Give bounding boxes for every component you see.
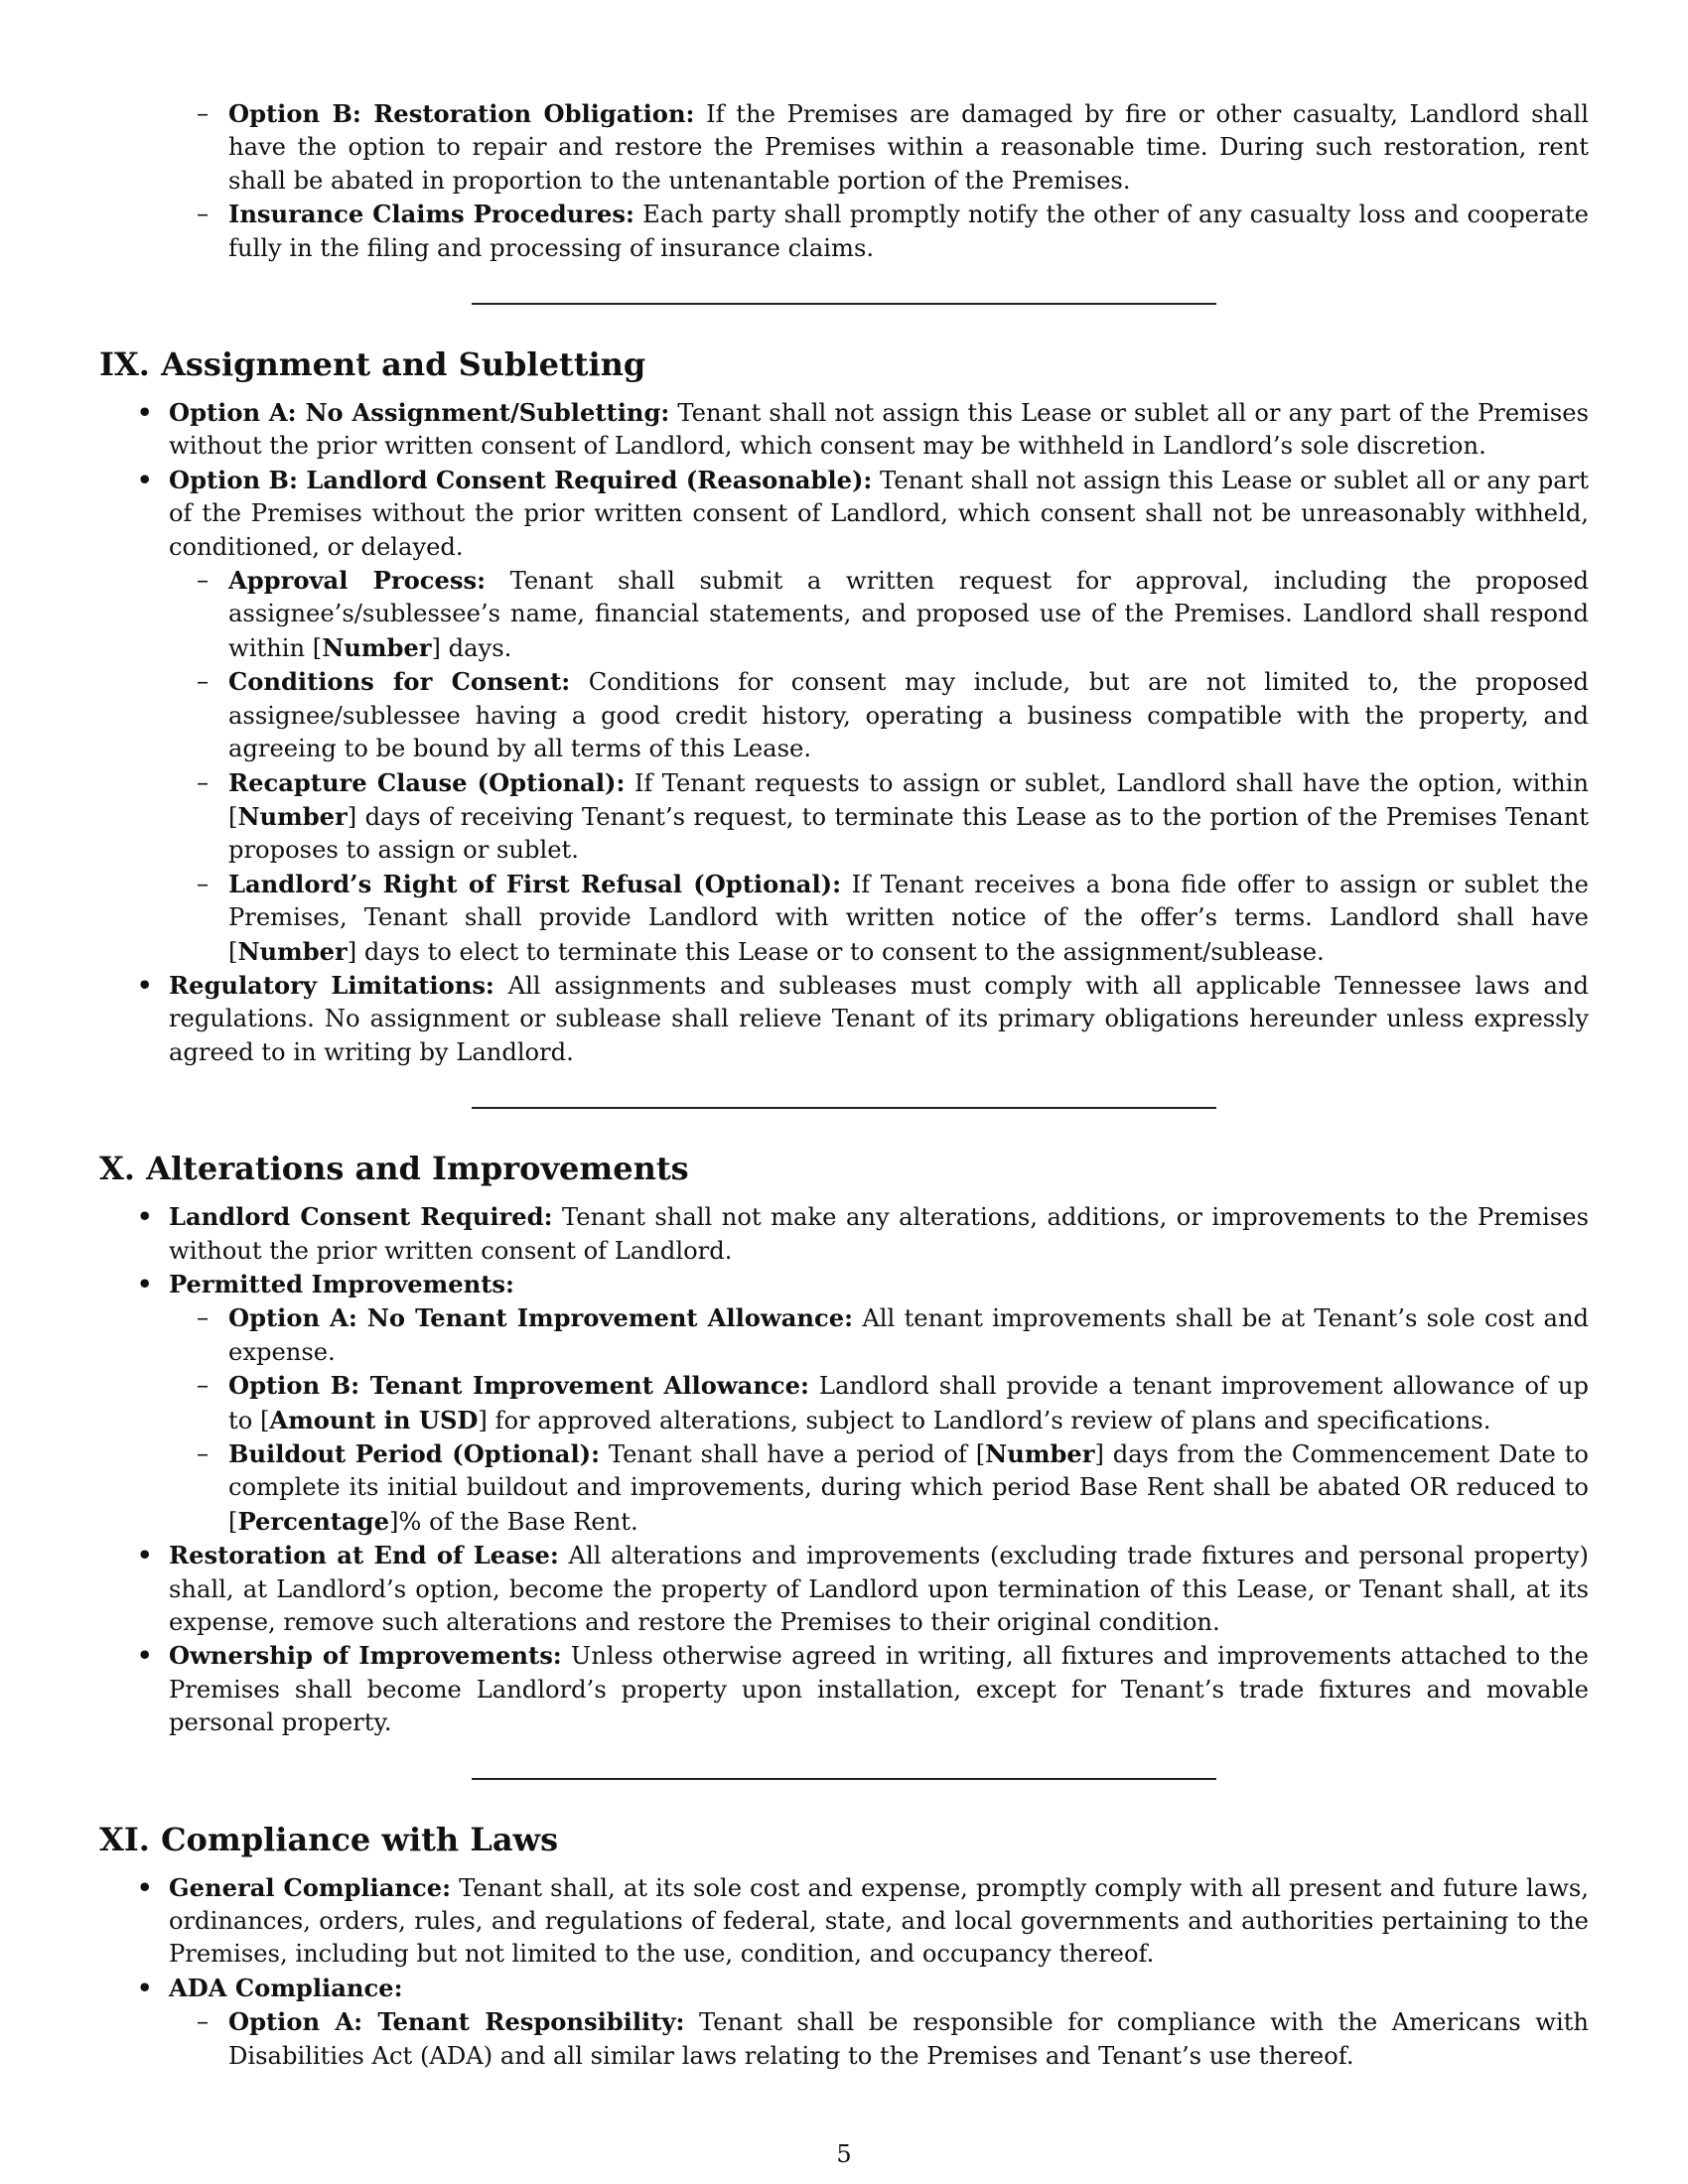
item-label: Permitted Improvements: (169, 1269, 514, 1298)
item-label: Restoration at End of Lease: (169, 1541, 559, 1570)
bullet-marker: • (137, 1269, 153, 1298)
item-text: Tenant shall not assign this Lease or sublet all or any part of the Premises without the prior written consent of Landlord, which consent may be withheld in Landlord’s sole discretion. (169, 399, 1589, 461)
dash-marker: – (197, 767, 210, 796)
dash-marker: – (197, 566, 210, 595)
list-item (99, 665, 1589, 765)
list-item (99, 396, 1589, 464)
item-label: Option B: Tenant Improvement Allowance: (228, 1371, 809, 1401)
bullet-marker: • (137, 1641, 153, 1671)
item-label: Option B: Landlord Consent Required (Reasonable): (169, 465, 873, 494)
section-divider (472, 1778, 1216, 1780)
item-text: If the Premises are damaged by fire or other casualty, Landlord shall have the option to repair and restore the Premises within a reasonable time. During such restoration, rent shall be abated in proportion to the untenantable portion of the Premises. (228, 100, 1589, 195)
placeholder: Number (985, 1439, 1095, 1468)
bullet-marker: • (137, 1541, 153, 1570)
item-text: Tenant shall not make any alterations, additions, or improvements to the Premises without the prior written consent of Landlord. (169, 1203, 1589, 1265)
item-text: Tenant shall have a period of [ (600, 1440, 986, 1468)
list-item (99, 1539, 1589, 1639)
section-heading-xi: XI. Compliance with Laws (99, 1820, 559, 1858)
list-item (99, 198, 1589, 265)
page-content (99, 97, 1589, 2073)
list-item (99, 969, 1589, 1069)
list-item (99, 1369, 1589, 1437)
dash-marker: – (197, 200, 210, 228)
bullet-marker: • (137, 398, 153, 428)
bullet-marker: • (137, 1973, 153, 2002)
item-label: ADA Compliance: (169, 1973, 403, 2002)
dash-marker: – (197, 99, 210, 127)
list-item (99, 564, 1589, 665)
placeholder: Percentage (237, 1506, 389, 1536)
item-label: Insurance Claims Procedures: (228, 200, 634, 229)
item-text: All alterations and improvements (excluding trade fixtures and personal property) shall, at Landlord’s option, become the property of Landlord upon termination of this Lease, or Tenant shall, at its expense, remove such alterations and restore the Premises to their original condition. (169, 1542, 1589, 1637)
dash-marker: – (197, 1439, 210, 1467)
item-text: Conditions for consent may include, but are not limited to, the proposed assignee/sublessee having a good credit history, operating a business compatible with the property, and agreeing to be bound by all terms of this Lease. (228, 668, 1589, 763)
item-label: Recapture Clause (Optional): (228, 767, 626, 797)
item-text: If Tenant receives a bona fide offer to assign or sublet the Premises, Tenant shall provide Landlord with written notice of the offer’s terms. Landlord shall have [ (228, 870, 1589, 966)
section-heading-x: X. Alterations and Improvements (99, 1150, 689, 1188)
placeholder: Number (322, 632, 432, 662)
bullet-marker: • (137, 1202, 153, 1232)
dash-marker: – (197, 2007, 210, 2036)
item-text: Tenant shall, at its sole cost and expense, promptly comply with all present and future laws, ordinances, orders, rules, and regulations of federal, state, and local governments and authorities pertaining to the Premises, including but not limited to the use, condition, and occupancy thereof. (169, 1873, 1589, 1969)
item-text: ]% of the Base Rent. (388, 1507, 638, 1536)
placeholder: Number (237, 936, 348, 966)
list-item (99, 1639, 1589, 1739)
section-divider (472, 303, 1216, 305)
item-label: Ownership of Improvements: (169, 1641, 562, 1671)
item-label: Regulatory Limitations: (169, 970, 494, 1000)
bullet-marker: • (137, 465, 153, 494)
list-item (99, 1437, 1589, 1539)
item-text: Each party shall promptly notify the other of any casualty loss and cooperate fully in the filing and processing of insurance claims. (228, 201, 1589, 262)
item-text: ] for approved alterations, subject to Landlord’s review of plans and specifications. (478, 1406, 1491, 1434)
item-label: Buildout Period (Optional): (228, 1439, 601, 1468)
placeholder: Number (237, 801, 348, 831)
dash-marker: – (197, 869, 210, 897)
placeholder: Amount in USD (269, 1405, 479, 1434)
page-number: 5 (836, 2140, 852, 2168)
list-item (99, 1871, 1589, 1972)
section-heading-ix: IX. Assignment and Subletting (99, 345, 646, 384)
dash-marker: – (197, 667, 210, 696)
item-text: ] days to elect to terminate this Lease or to consent to the assignment/sublease. (347, 937, 1325, 966)
item-label: General Compliance: (169, 1872, 452, 1902)
item-label: Conditions for Consent: (228, 667, 571, 697)
list-item (99, 97, 1589, 198)
list-item (99, 1301, 1589, 1369)
bullet-marker: • (137, 1872, 153, 1902)
item-text: ] days of receiving Tenant’s request, to terminate this Lease as to the portion of the Premises Tenant proposes to assign or sublet. (228, 802, 1589, 865)
section-divider (472, 1107, 1216, 1109)
item-text: Tenant shall submit a written request for approval, including the proposed assignee’s/sublessee’s name, financial statements, and proposed use of the Premises. Landlord shall respond within [ (228, 567, 1589, 662)
item-label: Option A: No Tenant Improvement Allowance: (228, 1303, 854, 1333)
item-label: Landlord Consent Required: (169, 1202, 553, 1232)
item-text: Tenant shall be responsible for compliance with the Americans with Disabilities Act (ADA) and all similar laws relating to the Premises and Tenant’s use thereof. (228, 2008, 1590, 2070)
item-text: All tenant improvements shall be at Tenant’s sole cost and expense. (228, 1304, 1590, 1366)
list-item (99, 766, 1589, 868)
list-item (99, 1200, 1589, 1268)
item-text: Unless otherwise agreed in writing, all fixtures and improvements attached to the Premises shall become Landlord’s property upon installation, except for Tenant’s trade fixtures and movable personal property. (169, 1642, 1589, 1737)
list-item (99, 464, 1589, 564)
item-label: Option A: Tenant Responsibility: (228, 2007, 685, 2037)
item-text: ] days from the Commencement Date to complete its initial buildout and improvements, during which period Base Rent shall be abated OR reduced to [ (228, 1440, 1589, 1536)
item-text: Tenant shall not assign this Lease or sublet all or any part of the Premises without the prior written consent of Landlord, which consent shall not be unreasonably withheld, conditioned, or delayed. (169, 466, 1589, 561)
item-label: Option A: No Assignment/Subletting: (169, 398, 670, 428)
item-label: Approval Process: (228, 566, 487, 596)
item-text: All assignments and subleases must comply with all applicable Tennessee laws and regulations. No assignment or sublease shall relieve Tenant of its primary obligations hereunder unless expressly agreed to in writing by Landlord. (169, 971, 1589, 1066)
list-item (99, 1972, 1589, 2005)
dash-marker: – (197, 1303, 210, 1332)
item-text: Landlord shall provide a tenant improvement allowance of up to [ (228, 1372, 1589, 1434)
item-label: Landlord’s Right of First Refusal (Optional): (228, 869, 842, 898)
dash-marker: – (197, 1371, 210, 1400)
list-item (99, 868, 1589, 969)
item-text: If Tenant requests to assign or sublet, Landlord shall have the option, within [ (228, 768, 1589, 831)
list-item (99, 1268, 1589, 1301)
item-label: Option B: Restoration Obligation: (228, 99, 695, 128)
bullet-marker: • (137, 970, 153, 1000)
list-item (99, 2005, 1589, 2073)
item-text: ] days. (431, 633, 512, 662)
